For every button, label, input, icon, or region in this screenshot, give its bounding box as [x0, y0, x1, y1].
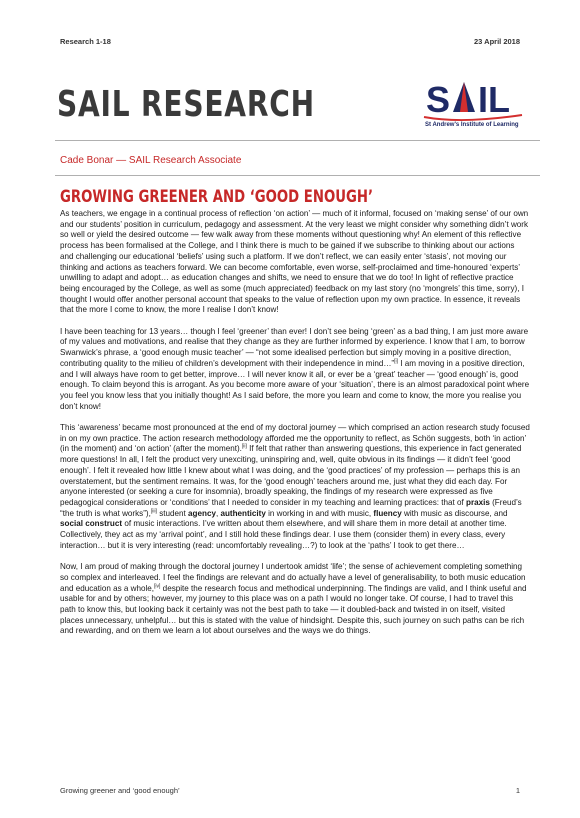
text-run: If felt that rather than answering questions, this experience in fact generated more questions! In all, I felt the product very unexciting, uninspiring and, well, quite obvious in its findings — it didn’t feel ‘good enough’. I felt it revealed how little I knew about what I was doing, and the ‘good practices’ of my profession — perhaps this is an overstatement, but the sentiment remains. It was, for the ‘good enough’ teachers around me, just what they did each day. For anyone interested (or seeking a cure for insomnia), broadly speaking, the findings of my research were expressed as five pedagogical considerations or ‘conditions’ that I needed to consider in my teaching and learning practices: that of [60, 444, 522, 507]
endnote-ref[interactable]: [iv] [154, 582, 161, 589]
text-run: despite the research focus and methodical underpinning. The findings are valid, and I think useful and usable for and by others; however, my journey to this place was on a path I would no longer take. Of course, I had to travel this path to know this, but looking back it certainly was not the best path to take — it doubled-back and twisted in on itself, visited places unnecessary, unhelpful… but this is stated with the value of hindsight. Despite this, such journey on such paths can be rich and rewarding, and on them we learn a lot about ourselves and the ways we do things. [60, 583, 527, 636]
text-run: with music as discourse, and [401, 508, 508, 518]
author-line: Cade Bonar — SAIL Research Associate [60, 155, 242, 166]
body-paragraph [60, 562, 530, 637]
text-run: Now, I am proud of making through the doctoral journey I undertook amidst ‘life’; the sense of achievement completing something so complex and interleaved. I feel the findings are relevant and do actually have a level of generalisability, to both music education and education as a whole, [60, 562, 526, 593]
divider-top [55, 140, 540, 141]
page-number: 1 [515, 786, 520, 795]
text-run: As teachers, we engage in a continual process of reflection ‘on action’ — much of it informal, focused on ‘making sense’ of our own and our students’ position in curriculum, pedagogy and assessment. At the very least we might consider why something didn’t work so well or yield the desired outcome — few walk away from these moments without questioning why! An element of this reflective process has been formalised at the College, and I think there is much to be gained if we subscribe to thinking about our actions and challenging our educational ‘beliefs’ using such a platform. If we don’t reflect, we can easily enter ‘stasis’, not moving our thinking and actions as teachers forward. We can become comfortable, even worse, self-proclaimed and time-honoured ‘experts’ unwilling to adapt and adopt… as education changes and shifts, we need to ensure that we do too! In light of reflective practice being encouraged by the College, as well as some (much appreciated) feedback on my last story (no ‘mongrels’ this time, sorry), I thought I would offer another personal account that speaks to the value of reflection upon my own practice. In essence, it reveals that the more I come to know, the more I realise I don’t know! [60, 209, 529, 315]
endnote-ref[interactable]: [ii] [241, 443, 247, 450]
text-run: , [215, 508, 221, 518]
text-run: of music interactions. I’ve written about them elsewhere, and will share them in more detail at another time. Collectively, they act as my ‘arrival point’, and I still hold these findings dear. I use them (consider them) in every class, every interaction… but it is very interesting (read: uncomfortably revealing…?) to look at the ‘paths’ I took to get there… [60, 519, 507, 550]
bold-term: agency [188, 508, 216, 518]
text-run: I am moving in a positive direction, and I will always have room to get better, improve… I will never know it all, or ever be a ‘great’ teacher — ‘good enough’ is, good enough. To claim beyond this is arrogant. As you become more aware of your ‘situation’, there is an almost paradoxical point where you feel you know less that you initially thought! As I said before, the more you learn and come to know, the more you realise you don’t know! [60, 358, 530, 411]
bold-term: social construct [60, 519, 123, 529]
body-paragraph [60, 423, 530, 551]
footer [60, 786, 520, 795]
series-label: Research 1-18 [60, 37, 111, 46]
article-body [60, 209, 530, 648]
endnote-ref[interactable]: [i] [394, 358, 399, 365]
logo-letters-il: IL [478, 79, 510, 120]
bold-term: authenticity [220, 508, 266, 518]
logo-letter-s: S [426, 79, 451, 120]
body-paragraph [60, 327, 530, 413]
text-run: I have been teaching for 13 years… though I feel ‘greener’ than ever! I don’t see being ‘green’ as a bad thing, I am just more aware of my values and motivations, and realise that they change as they are further informed by experience. I know that I am, to borrow Swanwick’s phrase, a ‘good enough music teacher’ — “not some idealised perfection but simply moving in a positive direction, contributing quality to the milieu of children’s development with their independence in mind…” [60, 326, 529, 368]
divider-bottom [55, 175, 540, 176]
footer-title: Growing greener and ‘good enough’ [60, 786, 180, 795]
logo-subtitle: St Andrew's Institute of Learning [425, 122, 519, 128]
text-run: student [156, 508, 189, 518]
text-run: This ‘awareness’ became most pronounced at the end of my doctoral journey — which comprised an action research study focused in on my own practice. The action research methodology afforded me the opportunity to reflect, as Schön suggests, both ‘in action’ (in the moment) and ‘on action’ (after the moment). [60, 423, 530, 454]
endnote-ref[interactable]: [iii] [150, 507, 157, 514]
text-run: in working in and with music, [265, 508, 374, 518]
date-label: 23 April 2018 [474, 37, 520, 46]
top-meta [60, 37, 520, 46]
body-paragraph [60, 209, 530, 316]
bold-term: praxis [466, 497, 490, 507]
article-title: GROWING GREENER AND ‘GOOD ENOUGH’ [60, 187, 374, 207]
text-run: (Freud’s “the truth is what works”), [60, 497, 522, 518]
page-title: SAIL RESEARCH [57, 84, 315, 125]
bold-term: fluency [373, 508, 402, 518]
